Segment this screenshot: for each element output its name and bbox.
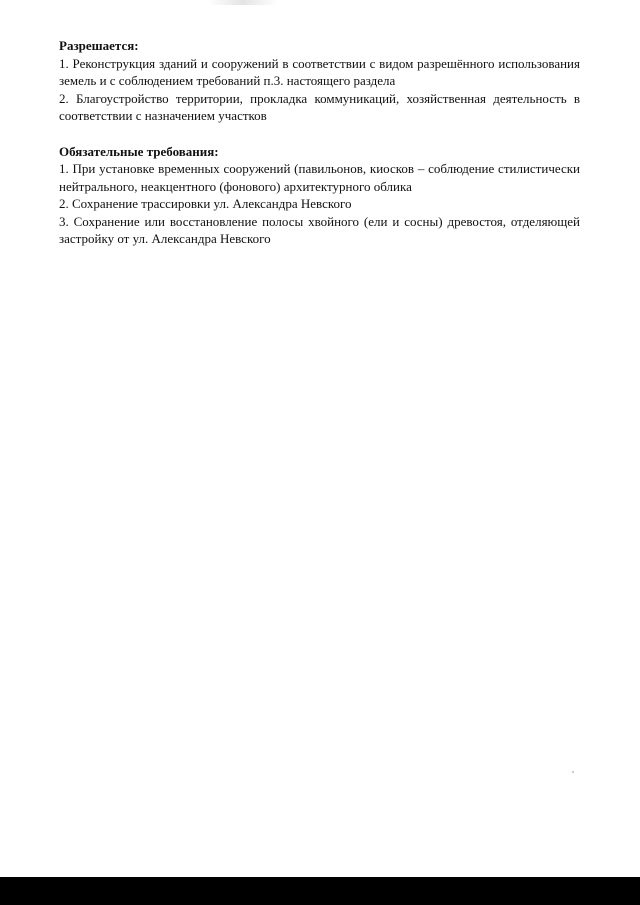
scan-artifact-top bbox=[208, 0, 278, 5]
section-allowed bbox=[59, 37, 580, 125]
allowed-item-2: 2. Благоустройство территории, прокладка коммуникаций, хозяйственная деятельность в соответствии с назначением участков bbox=[59, 90, 580, 123]
document-body bbox=[59, 37, 580, 248]
section-heading-requirements: Обязательные требования: bbox=[59, 143, 219, 159]
requirement-item-2: 2. Сохранение трассировки ул. Александра Невского bbox=[59, 196, 352, 211]
section-heading-allowed: Разрешается: bbox=[59, 38, 139, 53]
scan-bottom-band bbox=[0, 877, 640, 905]
allowed-item-1: 1. Реконструкция зданий и сооружений в соответствии с видом разрешённого использования земель и с соблюдением требований п.3. настоящего раздела bbox=[59, 55, 580, 88]
scan-artifact-dot bbox=[572, 771, 574, 773]
requirement-item-3: 3. Сохранение или восстановление полосы хвойного (ели и сосны) древостоя, отделяющей застройку от ул. Александра Невского bbox=[59, 213, 580, 246]
section-requirements bbox=[59, 143, 580, 248]
requirement-item-1: 1. При установке временных сооружений (павильонов, киосков – соблюдение стилистически нейтрального, неакцентного (фонового) архитектурного облика bbox=[59, 161, 580, 194]
